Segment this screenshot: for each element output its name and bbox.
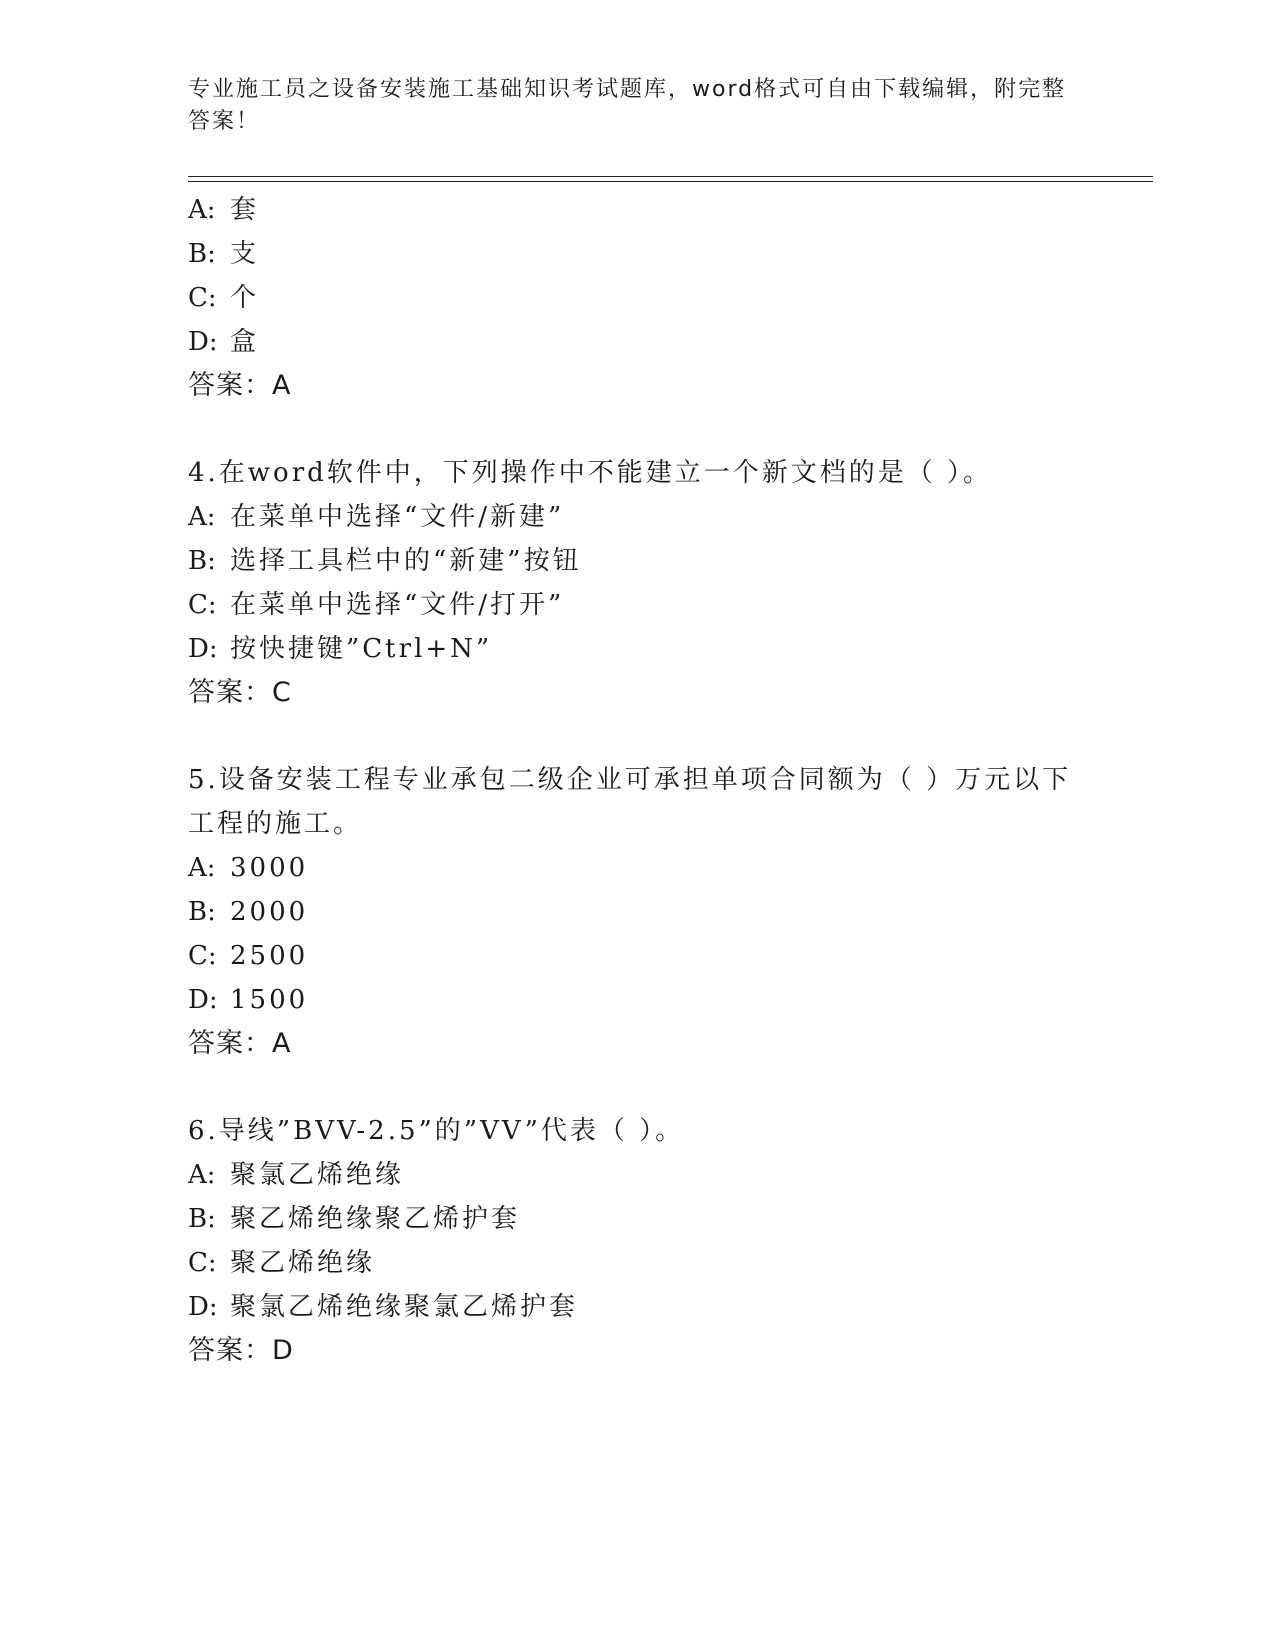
q4-option-c: C: 在菜单中选择“文件/打开” [188,590,565,620]
q5-option-a: A: 3000 [188,853,309,883]
q5-option-c: C: 2500 [188,941,309,971]
q6-question: 6.导线”BVV-2.5”的”VV”代表（ ）。 [188,1116,685,1146]
header-divider-top [188,176,1153,177]
q3-option-d: D: 盒 [188,327,260,357]
q5-question-line2: 工程的施工。 [188,809,363,839]
q4-option-b: B: 选择工具栏中的“新建”按钮 [188,546,582,576]
q4-question: 4.在word软件中，下列操作中不能建立一个新文档的是（ ）。 [188,458,993,488]
q5-question-line1: 5.设备安装工程专业承包二级企业可承担单项合同额为（ ）万元以下 [188,765,1072,795]
q3-option-c: C: 个 [188,283,260,313]
header-divider-bottom [188,181,1153,182]
q6-option-b: B: 聚乙烯绝缘聚乙烯护套 [188,1204,521,1234]
q6-answer: 答案：D [188,1335,294,1366]
q5-option-b: B: 2000 [188,897,309,927]
document-header [188,74,1068,138]
q4-option-a: A: 在菜单中选择“文件/新建” [188,502,565,532]
header-title: 专业施工员之设备安装施工基础知识考试题库，word格式可自由下载编辑，附完整答案！ [188,77,1067,134]
q5-option-d: D: 1500 [188,985,309,1015]
q3-answer: 答案：A [188,370,292,401]
q6-option-a: A: 聚氯乙烯绝缘 [188,1160,405,1190]
q3-option-a: A: 套 [188,195,260,225]
q4-option-d: D: 按快捷键”Ctrl+N” [188,634,493,664]
q4-answer: 答案：C [188,677,292,708]
q6-option-d: D: 聚氯乙烯绝缘聚氯乙烯护套 [188,1292,579,1322]
q6-option-c: C: 聚乙烯绝缘 [188,1248,376,1278]
q3-option-b: B: 支 [188,239,260,269]
q5-answer: 答案：A [188,1028,292,1059]
